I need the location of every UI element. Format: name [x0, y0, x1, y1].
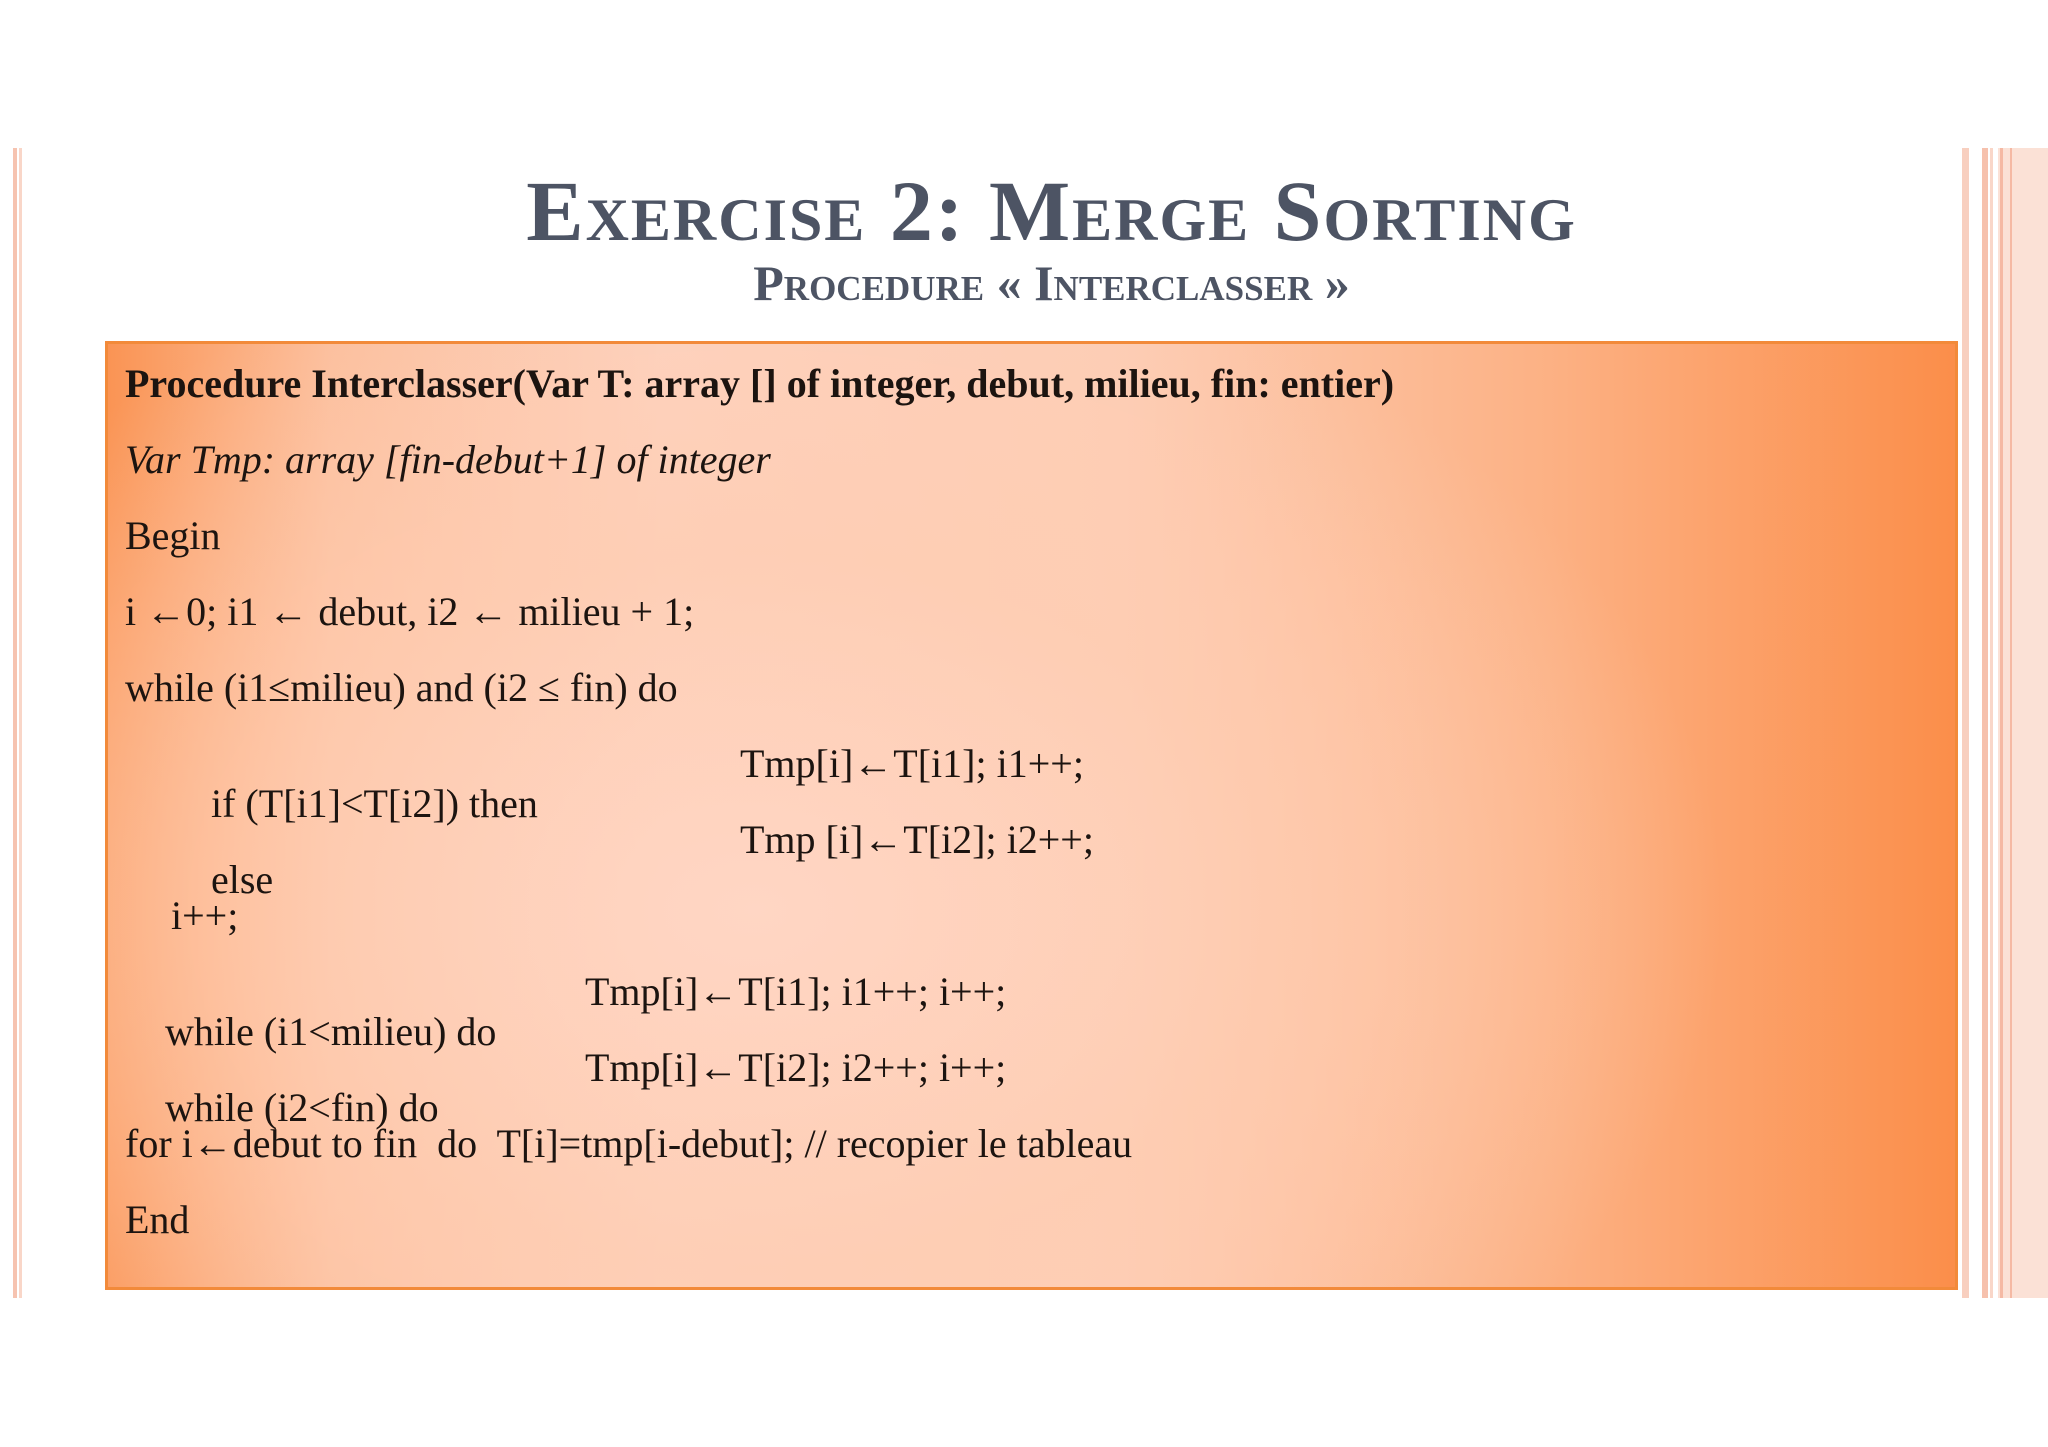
code-else: else — [211, 857, 274, 902]
code-while2-action: Tmp[i]←T[i1]; i1++; i++; — [585, 969, 1007, 1014]
code-while3-line — [125, 1045, 1825, 1130]
code-else-line — [171, 817, 1871, 902]
code-if-cond: if (T[i1]<T[i2]) then — [211, 781, 538, 826]
code-while-main: while (i1≤milieu) and (i2 ≤ fin) do — [125, 665, 678, 710]
code-for-line: for i←debut to fin do T[i]=tmp[i-debut]; // recopier le tableau — [125, 1121, 1133, 1166]
code-init: i ←0; i1 ← debut, i2 ← milieu + 1; — [125, 589, 695, 634]
left-decor-bar-inner — [19, 148, 22, 1298]
slide-title: Exercise 2: Merge Sorting — [526, 163, 1577, 259]
slide-subtitle: Procedure « Interclasser » — [753, 255, 1350, 311]
code-while2-cond: while (i1<milieu) do — [165, 1009, 497, 1054]
code-begin: Begin — [125, 513, 221, 558]
code-while3-cond: while (i2<fin) do — [165, 1085, 439, 1130]
code-if-action: Tmp[i]←T[i1]; i1++; — [740, 741, 1084, 786]
code-else-action: Tmp [i]←T[i2]; i2++; — [740, 817, 1094, 862]
left-decor-bar — [13, 148, 17, 1298]
code-header: Procedure Interclasser(Var T: array [] of integer, debut, milieu, fin: entier) — [125, 361, 1395, 406]
code-while2-line — [125, 969, 1825, 1054]
code-while3-action: Tmp[i]←T[i2]; i2++; i++; — [585, 1045, 1007, 1090]
code-if-line — [171, 741, 1871, 826]
code-var-decl: Var Tmp: array [fin-debut+1] of integer — [125, 437, 771, 482]
code-block — [105, 341, 1958, 1290]
right-decor-bars — [1962, 148, 2048, 1298]
code-incr: i++; — [171, 893, 239, 938]
code-end: End — [125, 1197, 190, 1242]
